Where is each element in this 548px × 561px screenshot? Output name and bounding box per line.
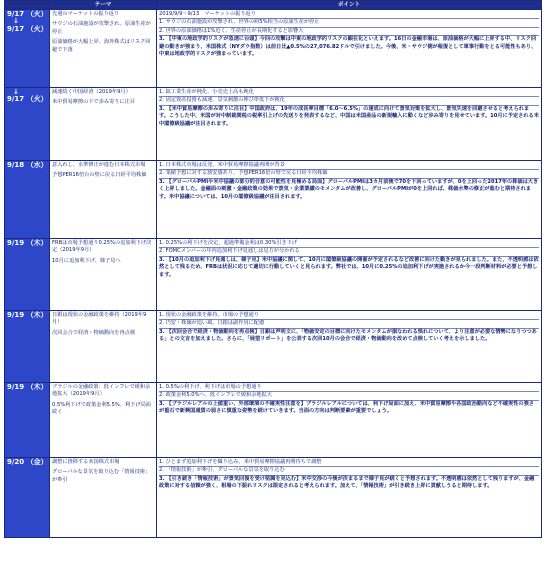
theme-headline: 予想PER16倍台の壁に戻る日経平均株価 [52,172,147,179]
points-cell [157,161,542,239]
theme-cell [50,383,157,458]
date-cell [5,161,50,239]
date-text: 9/18 [7,161,25,169]
weekday-text: （木） [26,239,48,247]
date-text: 9/19 [7,383,25,391]
point-item: 3. 【ブラジルレアルの上値重い、外部環境の不確実性注意を】ブラジルレアルについては、利下げ局面に加え、米中貿易摩擦や各国政治動向など不確実性の強さが重石で新興国通貨の弱さに慎重な姿勢を続けていきます。当面の方向は判断要素が重要でしょう。 [159,400,534,415]
date-text: 9/17 [7,10,25,18]
point-item: 3. 【引き続き「情報技術」が景気回復を受け堅調を見込む】米中交渉の今後が決まるまで様子見が続くと予想されます。不透明感は依然として残りますが、金融政策に対する信頼が強く、相場の下振れリスクは限定されると考えられます。加えて、「情報技術」が引き続き上昇に貢献しうると期待します。 [159,475,535,490]
table-row [5,383,542,458]
table-row [5,10,542,88]
table-row [5,88,542,161]
point-item: 3. 【中東の地政学的リスクが急速に台頭】今回の攻撃は中東の地政学的リスクの顕在化といえます。16日の金融市場は、原油価格が大幅に上昇する中、リスク回避の動きが強まり、米国株式（NYダウ指数）は前日比▲0.5%の27,076.82ドルで引けました。今後、米・サウジ側が報復として軍事行動をとる可能性もあり、中東は地政学的リスクが強まっています。 [159,36,537,58]
theme-headline: 次回会合で経済・物価動向を再点検 [52,329,136,336]
theme-headline: グローバルな景気を取り込む「情報技術」が牽引 [52,469,151,483]
point-item: 1. サウジの石油施設が攻撃され、世界の約5%相当の原油生産が停止 [159,19,539,27]
point-item: 2. FOMCメンバーの年内追加利下げ見通しは見方が分かれる [159,248,539,256]
point-item: 1. ひとまず追加利下げを織り込み、米中貿易摩擦協議再開待ちで調整 [159,459,539,467]
date-cell [5,88,50,161]
point-item: 2. 政策金利5.0%へ、低インフレで緩和余地拡大 [159,392,539,400]
points-cell [157,88,542,161]
weekly-summary-table [4,0,542,538]
table-row [5,161,542,239]
theme-headline: 10月に追加利下げ、様子見へ [52,257,121,264]
theme-cell [50,88,157,161]
theme-title: 日銀は現状の金融政策を維持（2019年9月） [52,312,147,326]
date-text: 9/19 [7,239,25,247]
continuation-arrow-icon: ↓ [13,88,19,96]
table-header-row [5,1,542,10]
weekday-text: （火） [26,95,48,104]
points-cell [157,239,542,311]
weekday-text: （木） [26,311,48,319]
theme-cell [50,239,157,311]
point-item: 2. 世界の原油価格は1%近く、生産停止が長期化すると影響大 [159,28,539,36]
date-cell [5,458,50,538]
point-item: 2. 固定資産投資も減速、景気刺激の伸び率低下が鈍化 [159,97,539,105]
theme-title: 意入れし、水準修正が進む日本株式市場 [52,162,146,168]
point-item: 3. 【グローバルPMIや米中協議の部分的合意の可能性を見極める局面】グローバルPMIは3カ月前後で70を下回っていますが、0を上回った2017年の株価は大きく上昇しました。金融面の刺激・金融政策の効果で景気・企業業績のモメンタムが改善し、グローバルPMIが0を上回れば、株価水準の修正が進むと期待されます。米中協議については、10月の閣僚級協議が注目されます。 [159,178,539,200]
points-cell [157,458,542,538]
point-item: 2019/9/9～9/13 マーケットの振り返り [159,11,539,19]
theme-headline: 原油価格が大幅上昇、海外株式はリスク回避で下落 [52,39,151,53]
theme-title: FRBは市場予想通り0.25%の追加利下げ決定（2019年9月） [52,240,152,254]
header-theme: テーマ [50,1,157,10]
date-text: 9/19 [7,311,25,319]
date-cell: 9/17 （火） ↓ 9/17 （火） [5,10,50,88]
theme-title: 減速続く中国経済（2019年9月） [52,89,131,95]
theme-cell [50,311,157,383]
date-cell [5,239,50,311]
theme-cell [50,458,157,538]
points-cell [157,311,542,383]
point-item: 3. 【次回会合で経済・物価動向を再点検】日銀は声明文に、「物価安定の目標に向けたモメンタムが損なわれる惧れについて、より注意が必要な情勢になりつつある」との文言を加えました。さらに、「展望リポート」を公表する次回10月の会合で経済・物価動向を改めて点検していく考えを示しました。 [159,328,537,343]
point-item: 1. 0.25%の利下げを決定、超過準備金利は0.30%引き下げ [159,240,539,248]
theme-headline: 0.5%利下げで政策金利5.5%、利下げ局面続く [52,401,151,416]
point-item: 1. 日本株式市場は反発、米中貿易摩擦協議再開が背景 [159,162,539,170]
theme-title: ブラジルの金融政策：低インフレで緩和余地拡大（2019年9月） [52,384,151,398]
date-cell [5,383,50,458]
theme-title: 調整に推移する米国株式市場 [52,459,120,465]
point-item: 1. 0.5%の利下げ、利下げは市場の予想通り [159,384,539,392]
date-cell [5,311,50,383]
date-text: 9/20 [7,458,25,466]
header-points: ポイント [157,1,542,10]
date-text: 9/17 [7,95,25,104]
points-cell [157,383,542,458]
weekday-text: （金） [26,458,48,466]
point-item: 3. 【10月の追加利下げ見通しは、様子見】米中協議に関して、10月に閣僚級協議の開催が予定されるなど改善に向けた動きが見られました。また、不透明感は依然として残るため、FRBは状況に応じて適切に行動していくと見られます。弊社では、10月に0.25%の追加利下げが実施されるか今一段判断材料が必要と予想します。 [159,256,539,278]
theme-title: 先週のマーケットの振り返り [52,11,120,17]
point-item: 2. 「情報技術」が牽引、グローバルな景気を取り込む [159,467,539,475]
point-item: 2. 業績予想に対する割安感あり、予想PER16倍の壁で戻る日経平均株価 [159,170,539,178]
table-row [5,311,542,383]
point-item: 1. 現状の金融政策を維持、市場の予想通り [159,312,539,320]
weekday-text: （水） [26,161,48,169]
theme-headline: 米中貿易摩擦の下で歩み寄りに注目 [52,99,136,106]
points-cell [157,10,542,88]
point-item: 1. 鉱工業生産が鈍化、小売売上高も鈍化 [159,89,539,97]
weekday-text: （火） [26,10,48,18]
header-date [5,1,50,10]
weekday-text: （木） [26,383,48,391]
theme-subtitle: サウジの石油施設が攻撃され、原油生産が停止 [52,21,151,35]
point-item: 3. 【米中貿易摩擦の歩み寄りに注目】中国政府は、19年の成長率目標「6.0～6.5%」の達成に向けて景気対策を拡大し、景気失速を回避させると考えられます。こうした中、米国が対中制裁関税の税率引上げの先送りを発表するなど、中国は米国産品の新規輸入に動くなど歩み寄りを見せています。10月に予定される米中閣僚級協議が注目されます。 [159,105,539,127]
point-item: 2. 円安・株価が追い風、日銀は副作用に配慮 [159,320,539,328]
table-row [5,239,542,311]
theme-cell [50,161,157,239]
continuation-arrow-icon: ↓ [13,17,19,26]
table-row [5,458,542,538]
theme-cell [50,10,157,88]
